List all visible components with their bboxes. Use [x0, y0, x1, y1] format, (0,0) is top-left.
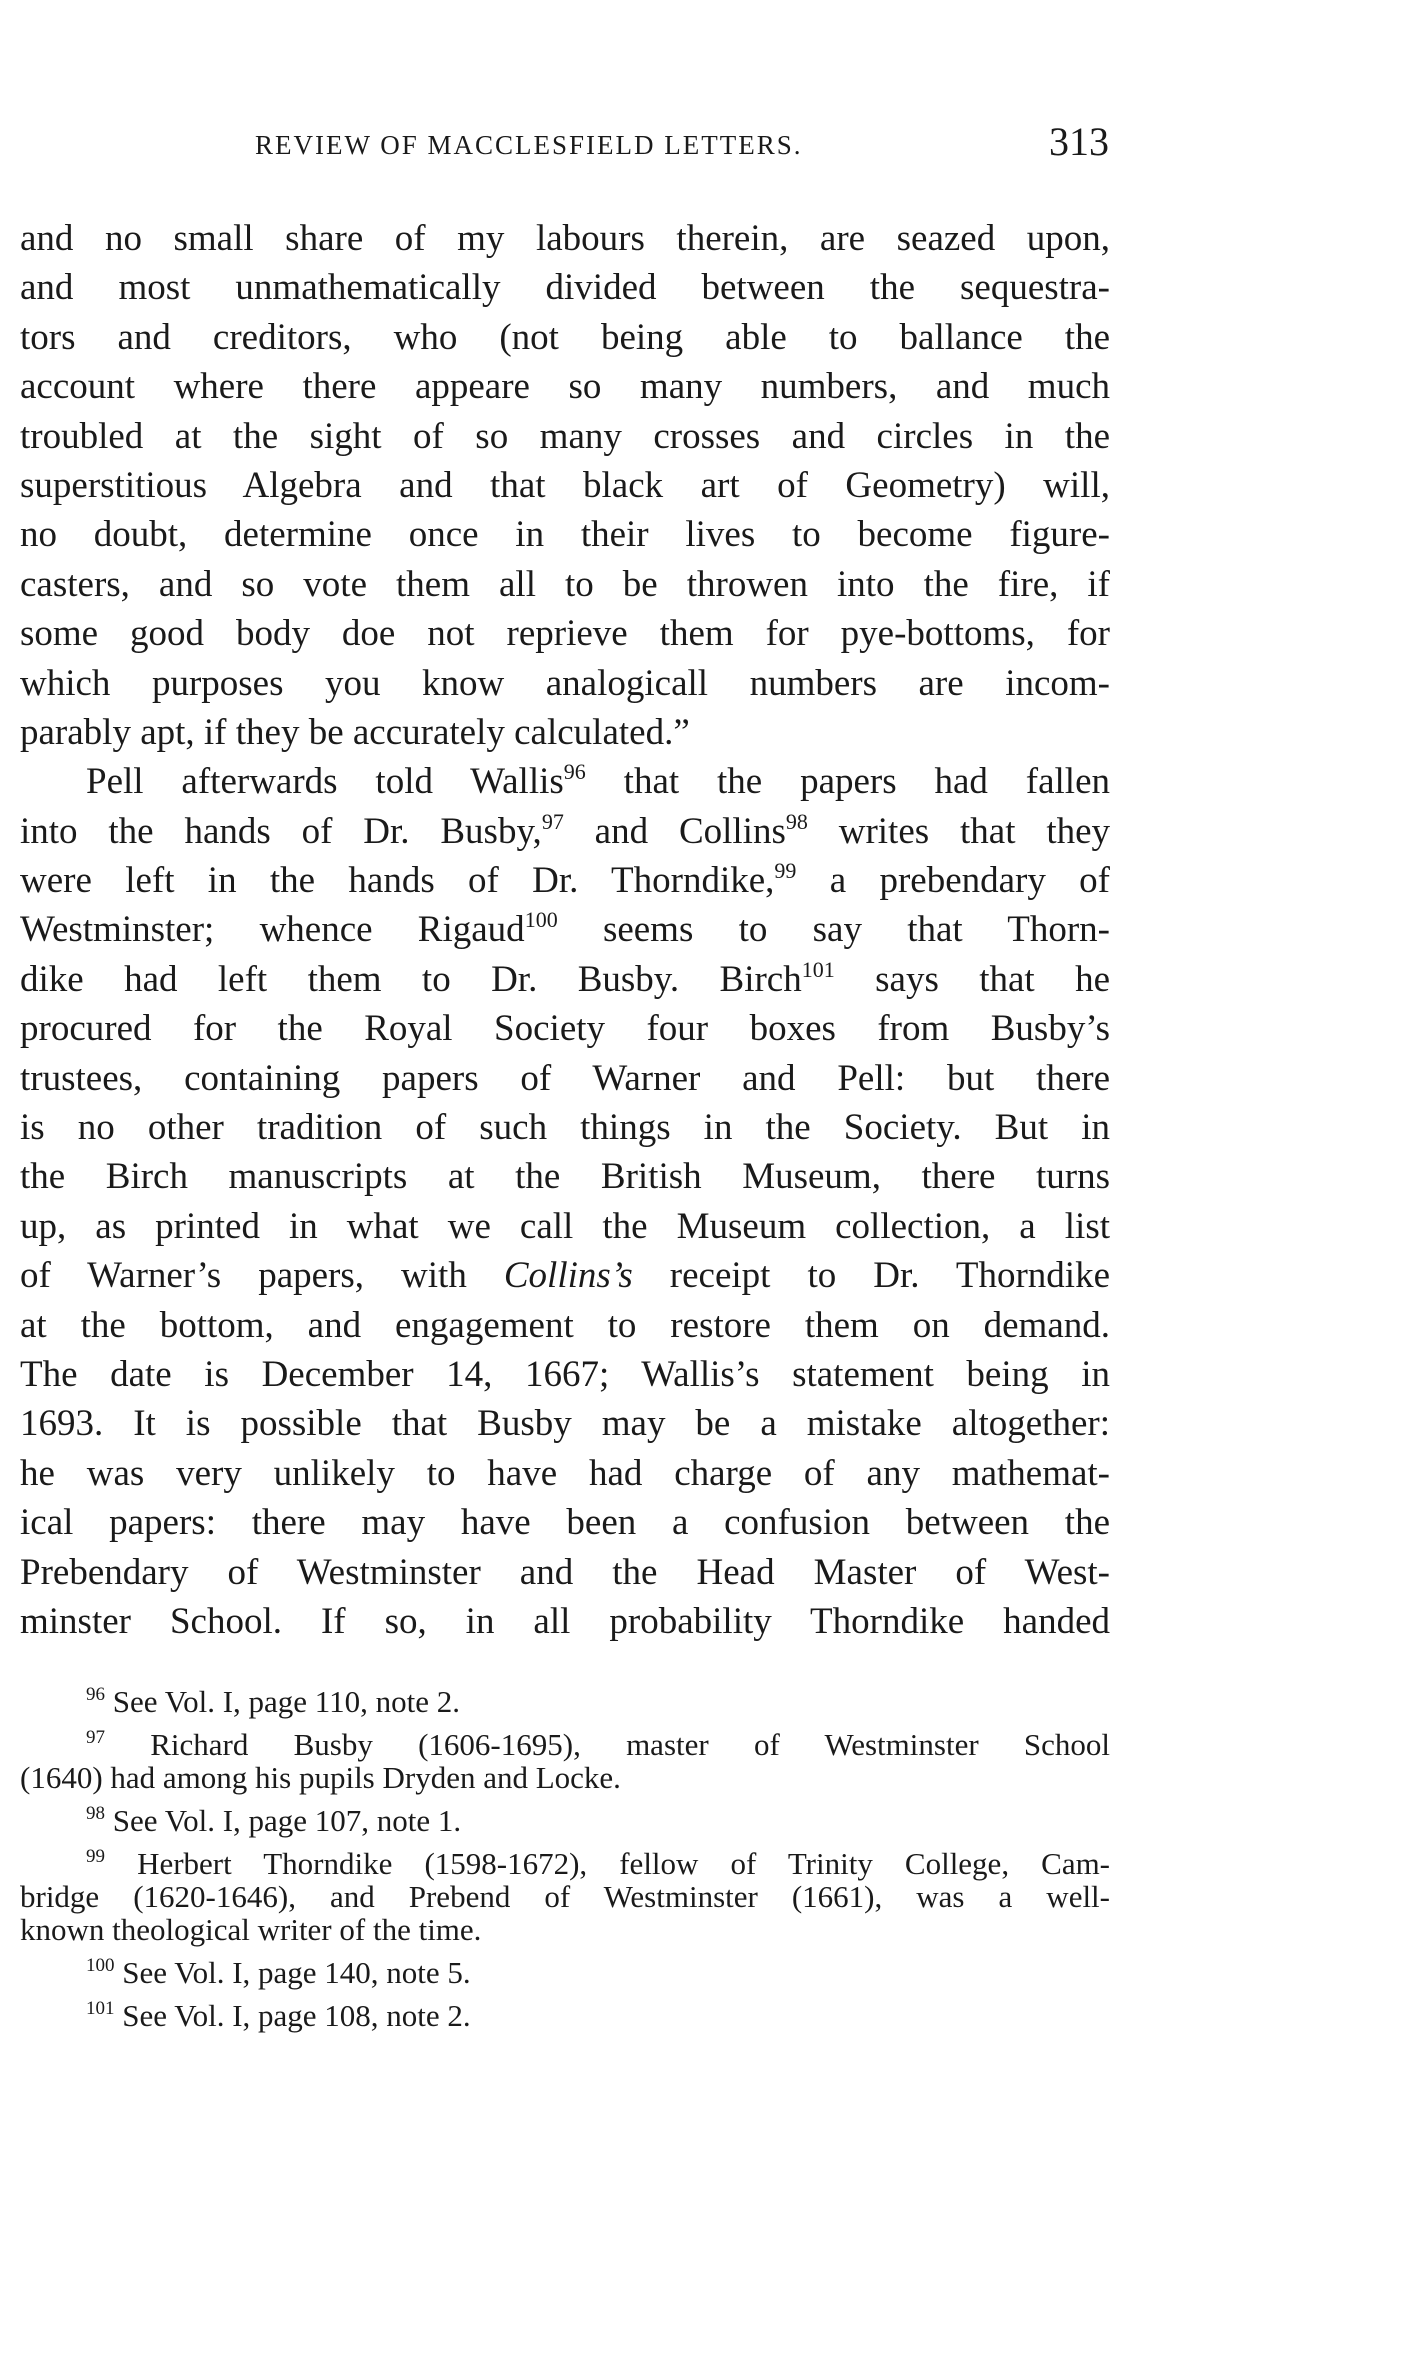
text-line: up, as printed in what we call the Museum collection, a list [20, 1205, 1110, 1247]
page-number: 313 [1049, 119, 1109, 164]
text-line: ical papers: there may have been a confusion between the [20, 1502, 1110, 1544]
footnote-ref: 100 [524, 907, 558, 933]
text-line: tors and creditors, who (not being able to ballance the [20, 316, 1110, 358]
text-line: 1693. It is possible that Busby may be a mistake altogether: [20, 1403, 1110, 1445]
text-line: is no other tradition of such things in the Society. But in [20, 1107, 1110, 1149]
text-line: procured for the Royal Society four boxes from Busby’s [20, 1008, 1110, 1050]
footnote-ref: 99 [774, 858, 797, 884]
footnote-101: $^{101}$ See Vol. I, page 108, note 2. [86, 1998, 471, 2033]
text-line: Pell afterwards told Wallis$^{96}$ that the papers had fallen [86, 759, 1111, 803]
text-line: superstitious Algebra and that black art of Geometry) will, [20, 464, 1110, 506]
footnote-ref: 98 [785, 808, 808, 834]
text-line: and most unmathematically divided between the sequestra- [20, 267, 1110, 309]
text-line: parably apt, if they be accurately calculated.” [20, 711, 690, 753]
footnote-ref: 97 [541, 808, 564, 834]
running-title: REVIEW OF MACCLESFIELD LETTERS. [255, 130, 803, 160]
footnote-ref: 96 [563, 759, 586, 785]
text-line: troubled at the sight of so many crosses and circles in the [20, 415, 1110, 457]
footnote-98: $^{98}$ See Vol. I, page 107, note 1. [86, 1803, 462, 1838]
footnote-97: $^{97}$ Richard Busby (1606-1695), master of Westminster School (1640) had among his pupils Dryden and Locke. [20, 1727, 1111, 1795]
footnote-96: $^{96}$ See Vol. I, page 110, note 2. [86, 1684, 461, 1719]
text-line: no doubt, determine once in their lives to become figure- [20, 514, 1110, 556]
text-line: which purposes you know analogicall numbers are incom- [20, 662, 1110, 704]
text-line: minster School. If so, in all probability Thorndike handed [20, 1600, 1110, 1642]
text-line: Prebendary of Westminster and the Head Master of West- [20, 1551, 1110, 1593]
running-head [255, 118, 1109, 178]
text-line: trustees, containing papers of Warner and Pell: but there [20, 1057, 1110, 1099]
text-line: and no small share of my labours therein, are seazed upon, [20, 218, 1110, 259]
text-line: he was very unlikely to have had charge of any mathemat- [20, 1452, 1110, 1494]
body-text [20, 214, 1110, 1646]
text-line: at the bottom, and engagement to restore them on demand. [20, 1304, 1110, 1346]
text-line: The date is December 14, 1667; Wallis’s statement being in [20, 1353, 1110, 1395]
text-line: some good body doe not reprieve them for pye-bottoms, for [20, 613, 1110, 655]
footnotes [20, 1685, 1110, 2042]
text-line: casters, and so vote them all to be throwen into the fire, if [20, 563, 1110, 605]
text-line: of Warner’s papers, with Collins’s receipt to Dr. Thorndike [20, 1255, 1111, 1297]
text-line: account where there appeare so many numbers, and much [20, 366, 1110, 408]
text-line: were left in the hands of Dr. Thorndike,$^{99}$ a prebendary of [20, 858, 1111, 902]
italic-name: Collins’s [503, 1255, 633, 1297]
footnote-99: $^{99}$ Herbert Thorndike (1598-1672), fellow of Trinity College, Cam- bridge (1620-1646), and Prebend of Westminster (1661), was a well- known theological writer of the time. [20, 1846, 1111, 1947]
text-line: dike had left them to Dr. Busby. Birch$^{101}$ says that he [20, 956, 1111, 1000]
footnote-100: $^{100}$ See Vol. I, page 140, note 5. [86, 1955, 471, 1990]
text-line: into the hands of Dr. Busby,$^{97}$ and Collins$^{98}$ writes that they [20, 808, 1111, 852]
text-line: the Birch manuscripts at the British Museum, there turns [20, 1156, 1110, 1198]
footnote-ref: 101 [801, 956, 835, 982]
text-line: Westminster; whence Rigaud$^{100}$ seems to say that Thorn- [20, 907, 1110, 951]
